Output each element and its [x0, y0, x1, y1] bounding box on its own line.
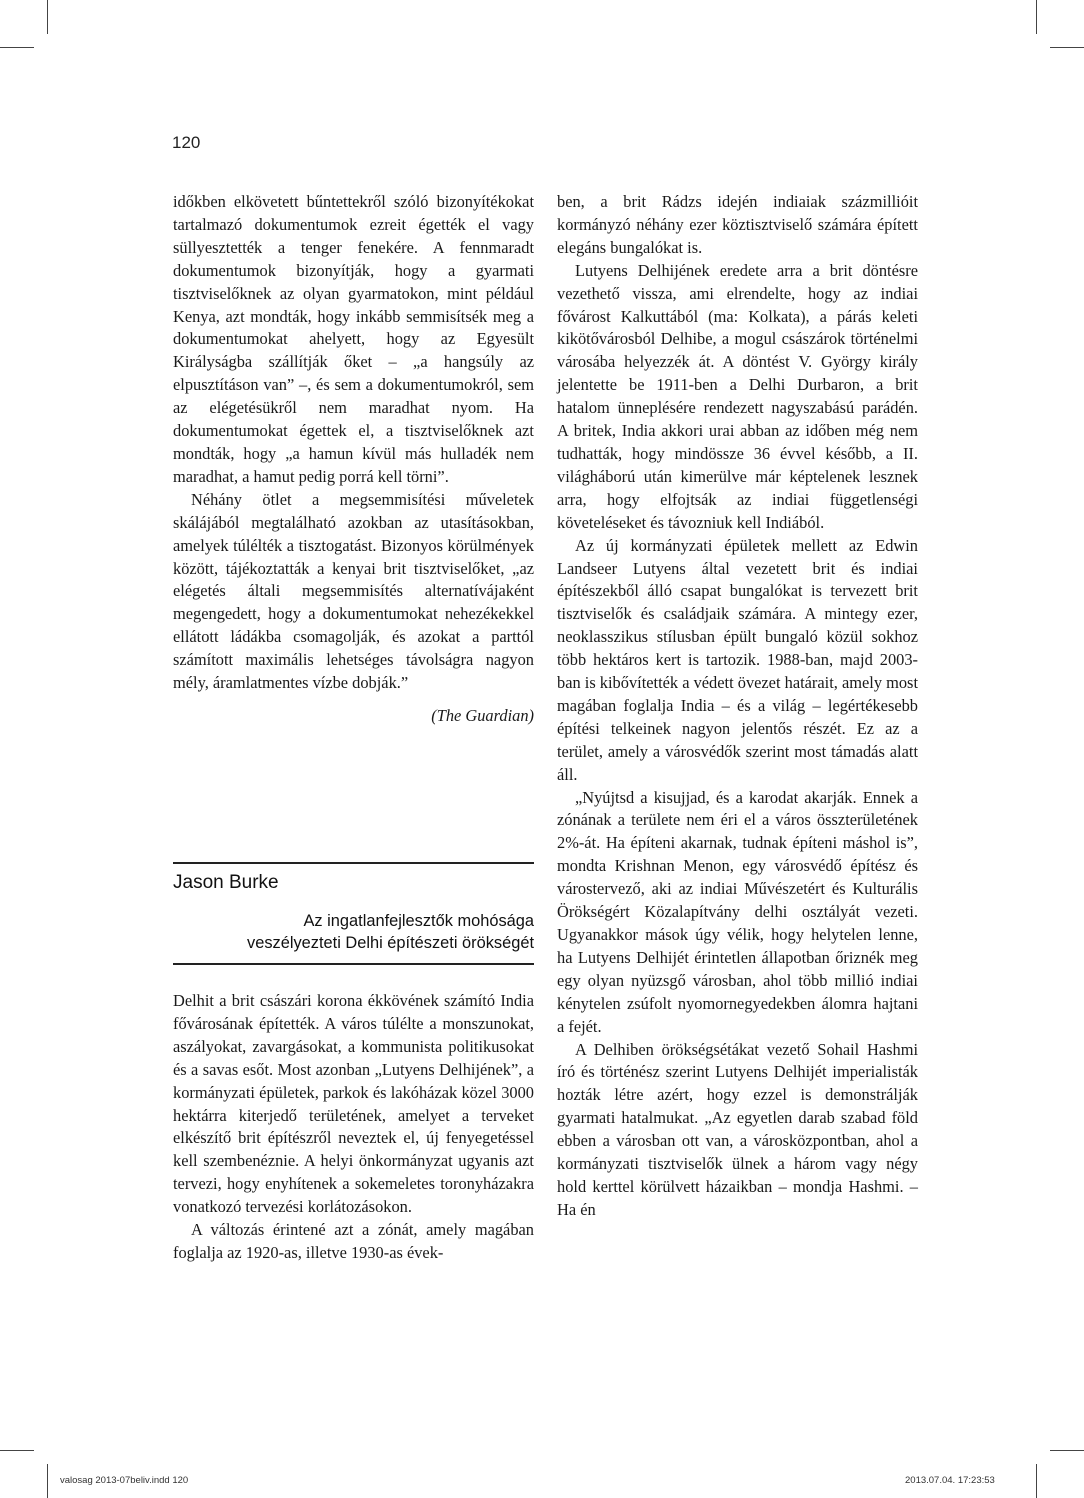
paragraph: Néhány ötlet a megsemmisítési műveletek skálájából megtalálható azokban az utasításokban, amelyek túlélték a tisztogatást. Bizonyos körülmények között, tájékoztatták a kenyai brit tisztviselőket, „az elégetés általi megsemmisítés alternatívájaként megengedett, hogy a dokumentumokat nehezékekkel ellátott ládákba csomagolják, és azokat a parttól számított maximális lehetséges távolságra nagyon mély, áramlatmentes vízbe dobják.” [173, 489, 534, 693]
paragraph: Az új kormányzati épületek mellett az Edwin Landseer Lutyens által vezetett brit és indiai építészekből álló csapat bungalókat is tervezett brit tisztviselők és családjaik számára. A mintegy ezer, neoklasszikus stílusban épült bungaló közül sokhoz több hektáros kert is tartozik. 1988-ban, majd 2003-ban is kibővítették a védett övezet határait, amely most magában foglalja India – és a világ – legértékesebb építési telkeinek nagyon jelentős részét. Ez az a terület, amely a városvédők szerint most támadás alatt áll. [557, 535, 918, 784]
article-title-line: Az ingatlanfejlesztők mohósága [303, 912, 534, 930]
paragraph: Lutyens Delhijének eredete arra a brit döntésre vezethető vissza, ami elrendelte, hogy az indiai fővárost Kalkuttából (ma: Kolkata), a párás keleti kikötővárosból Delhibe, a mogul császárok történelmi városába helyezzék át. A döntést V. György király jelentette be 1911-ben a Delhi Durbaron, a brit hatalom ünneplésére rendezett nagyszabású parádén. A britek, India akkori urai abban az időben még nem tudhatták, hogy mindössze 36 évvel később, a II. világháború után kimerülve már képtelenek lesznek arra, hogy elfojtsák az indiai függetlenségi követeléseket és távozniuk kell Indiából. [557, 260, 918, 532]
article-header [173, 862, 534, 965]
crop-mark [0, 1450, 34, 1451]
article-title [173, 910, 534, 954]
print-slug-filename: valosag 2013-07beliv.indd 120 [60, 1475, 189, 1486]
crop-mark [1050, 47, 1084, 48]
article-author: Jason Burke [173, 872, 279, 893]
paragraph: A változás érintené azt a zónát, amely magában foglalja az 1920-as, illetve 1930-as évek- [173, 1220, 534, 1262]
divider [173, 963, 534, 965]
paragraph: ben, a brit Rádzs idején indiaiak százmillióit kormányzó néhány ezer köztisztviselő számára épített elegáns bungalókat is. [557, 192, 918, 257]
article-title-line: veszélyezteti Delhi építészeti örökségét [247, 934, 534, 952]
crop-mark [47, 0, 48, 34]
crop-mark [47, 1464, 48, 1498]
crop-mark [1036, 0, 1037, 34]
right-column-article-body [557, 191, 918, 1222]
divider [173, 862, 534, 864]
crop-mark [0, 47, 34, 48]
paragraph: időkben elkövetett bűntettekről szóló bizonyítékokat tartalmazó dokumentumok ezreit égették el vagy süllyesztették a tenger fenekére. A fennmaradt dokumentumok bizonyítják, hogy a gyarmati tisztviselőknek az olyan gyarmatokon, mint például Kenya, azt mondták, hogy inkább semmisítsék meg a dokumentumokat ahelyett, hogy az Egyesült Királyságba szállítják őket – „a hangsúly az elpusztításon van” –, és sem a dokumentumokról, sem az elégetésükről nem maradhat nyom. Ha dokumentumokat égettek el, a tisztviselőknek azt mondták, hogy „a hamun kívül más hulladék nem maradhat, a hamut pedig porrá kell törni”. [173, 192, 534, 486]
paragraph: A Delhiben örökségsétákat vezető Sohail Hashmi író és történész szerint Lutyens Delhijét imperialisták hozták létre azért, hogy ezzel is demonstrálják gyarmati hatalmukat. „Az egyetlen darab szabad föld ebben a városban ott van, a városközpontban, ahol a kormányzati tisztviselők ülnek a három vagy négy hold kerttel körülvett házaikban – mondja Hashmi. – Ha én [557, 1039, 918, 1219]
page-number: 120 [172, 133, 201, 152]
paragraph: „Nyújtsd a kisujjad, és a karodat akarják. Ennek a zónának a területe nem éri el a város összterületének 2%-át. Ha építeni akarnak, tudnak építeni máshol is”, mondta Krishnan Menon, egy városvédő építész és várostervező, aki az indiai Művészetért és Kulturális Örökségért Közalapítvány delhi osztályát vezeti. Ugyanakkor mások úgy vélik, hogy helytelen lenne, ha Lutyens Delhijét érintetlen állapotban őriznék meg egy olyan nyüzsgő városban, ahol több millió indiai kénytelen zsúfolt nyomornegyedekben álomra hajtani a fejét. [557, 787, 918, 1036]
left-column-previous-article [173, 191, 534, 728]
crop-mark [1050, 1450, 1084, 1451]
paragraph: Delhit a brit császári korona ékkövének számító India fővárosának építették. A város túlélte a monszunokat, aszályokat, zavargásokat, a kommunista politikusokat és a savas esőt. Most azonban „Lutyens Delhijének”, a kormányzati épületek, parkok és lakóházak közel 3000 hektárra kiterjedő területének, amelyet a terveket elkészítő brit építészről neveztek el, új fenyegetéssel kell szembenéznie. A helyi önkormányzat ugyanis azt tervezi, hogy enyhítenek a sokemeletes toronyházakra vonatkozó tervezési korlátozásokon. [173, 991, 534, 1217]
crop-mark [1036, 1464, 1037, 1498]
left-column-article-body [173, 990, 534, 1265]
source-attribution: (The Guardian) [431, 705, 534, 725]
print-slug-timestamp: 2013.07.04. 17:23:53 [905, 1475, 995, 1486]
